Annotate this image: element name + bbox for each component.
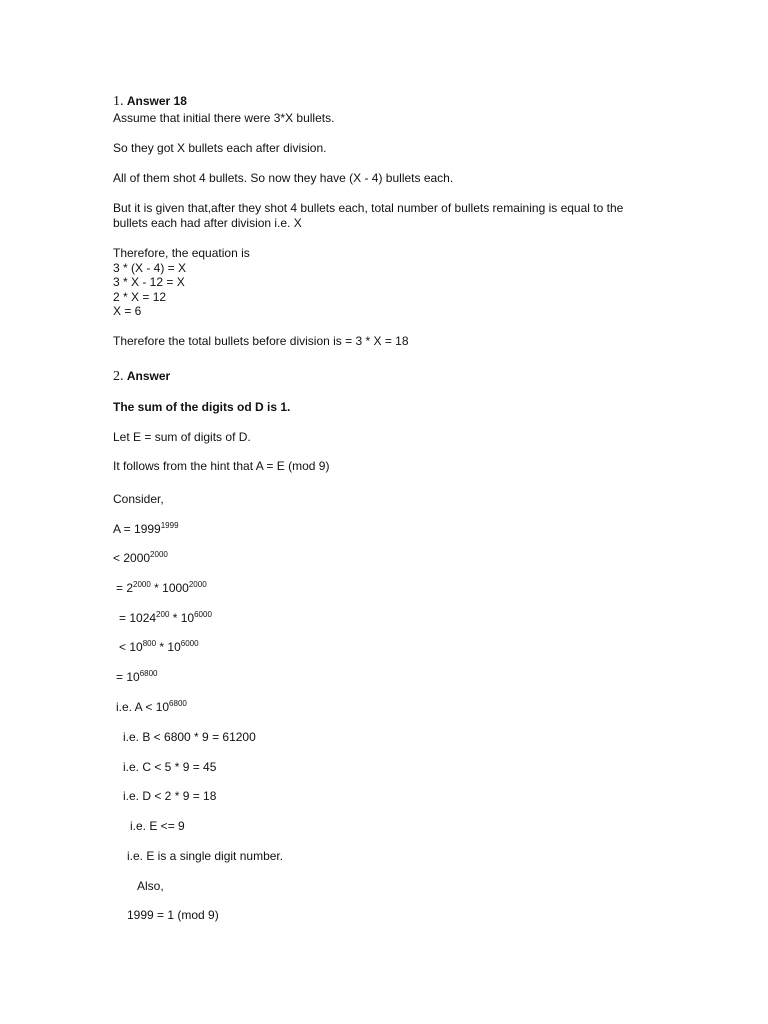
q1-line-shot: All of them shot 4 bullets. So now they have (X - 4) bullets each.: [113, 171, 454, 185]
math-base: = 1024: [119, 611, 157, 625]
math-exponent: 6800: [139, 669, 158, 678]
q1-line-given-2: bullets each had after division i.e. X: [113, 216, 302, 230]
q2-line-c-bound: i.e. C < 5 * 9 = 45: [123, 760, 217, 774]
q2-line-b-bound: i.e. B < 6800 * 9 = 61200: [123, 730, 256, 744]
q2-math-line-6: [116, 670, 158, 684]
math-base: * 1000: [150, 581, 189, 595]
q1-line-division: So they got X bullets each after division.: [113, 141, 327, 155]
q2-heading: [113, 369, 170, 384]
q1-line-given-1: But it is given that,after they shot 4 bullets each, total number of bullets remaining is equal to the: [113, 201, 624, 215]
math-exponent: 2000: [188, 580, 207, 589]
q1-equation-3: 2 * X = 12: [113, 290, 167, 304]
math-base: < 2000: [113, 551, 151, 565]
math-exponent: 200: [156, 610, 170, 619]
q2-line-single-digit: i.e. E is a single digit number.: [127, 849, 284, 863]
q1-heading: [113, 94, 187, 109]
q1-equation-1: 3 * (X - 4) = X: [113, 261, 187, 275]
math-exponent: 6800: [169, 699, 187, 708]
q2-line-mod: 1999 = 1 (mod 9): [127, 908, 219, 922]
math-base: * 10: [169, 611, 195, 625]
math-exponent: 1999: [160, 521, 179, 530]
q2-math-line-5: [119, 640, 199, 654]
q2-line-hint: It follows from the hint that A = E (mod 9): [113, 459, 330, 473]
q2-answer-label: Answer: [126, 369, 171, 383]
q2-math-line-7: [116, 700, 187, 714]
q1-line-equation-intro: Therefore, the equation is: [113, 246, 250, 260]
q2-math-line-3: [116, 581, 207, 595]
q1-number: 1.: [113, 94, 124, 109]
math-base: < 10: [119, 640, 143, 654]
math-base: A = 1999: [113, 522, 161, 536]
math-exponent: 6000: [180, 639, 199, 648]
q1-equation-2: 3 * X - 12 = X: [113, 275, 185, 289]
math-base: = 10: [116, 670, 140, 684]
q1-conclusion: Therefore the total bullets before division is = 3 * X = 18: [113, 334, 409, 348]
q2-line-consider: Consider,: [113, 492, 164, 506]
q2-answer-statement: The sum of the digits od D is 1.: [113, 400, 291, 414]
q2-math-line-4: [119, 611, 212, 625]
math-exponent: 6000: [194, 610, 212, 619]
q1-equation-4: X = 6: [113, 304, 142, 318]
q2-line-let-e: Let E = sum of digits of D.: [113, 430, 251, 444]
q2-math-line-2: [113, 551, 168, 565]
q2-line-e-bound: i.e. E <= 9: [130, 819, 185, 833]
math-exponent: 2000: [133, 580, 151, 589]
math-exponent: 800: [142, 639, 157, 648]
q2-line-also: Also,: [137, 879, 164, 893]
q2-math-line-1: [113, 522, 179, 536]
math-base: = 2: [116, 581, 134, 595]
q2-line-d-bound: i.e. D < 2 * 9 = 18: [123, 789, 217, 803]
q1-line-assume: Assume that initial there were 3*X bullets.: [113, 111, 335, 125]
math-exponent: 2000: [150, 550, 168, 559]
math-base: i.e. A < 10: [116, 700, 170, 714]
q1-answer-label: Answer 18: [126, 94, 187, 108]
q2-number: 2.: [113, 369, 124, 384]
math-base: * 10: [156, 640, 181, 654]
